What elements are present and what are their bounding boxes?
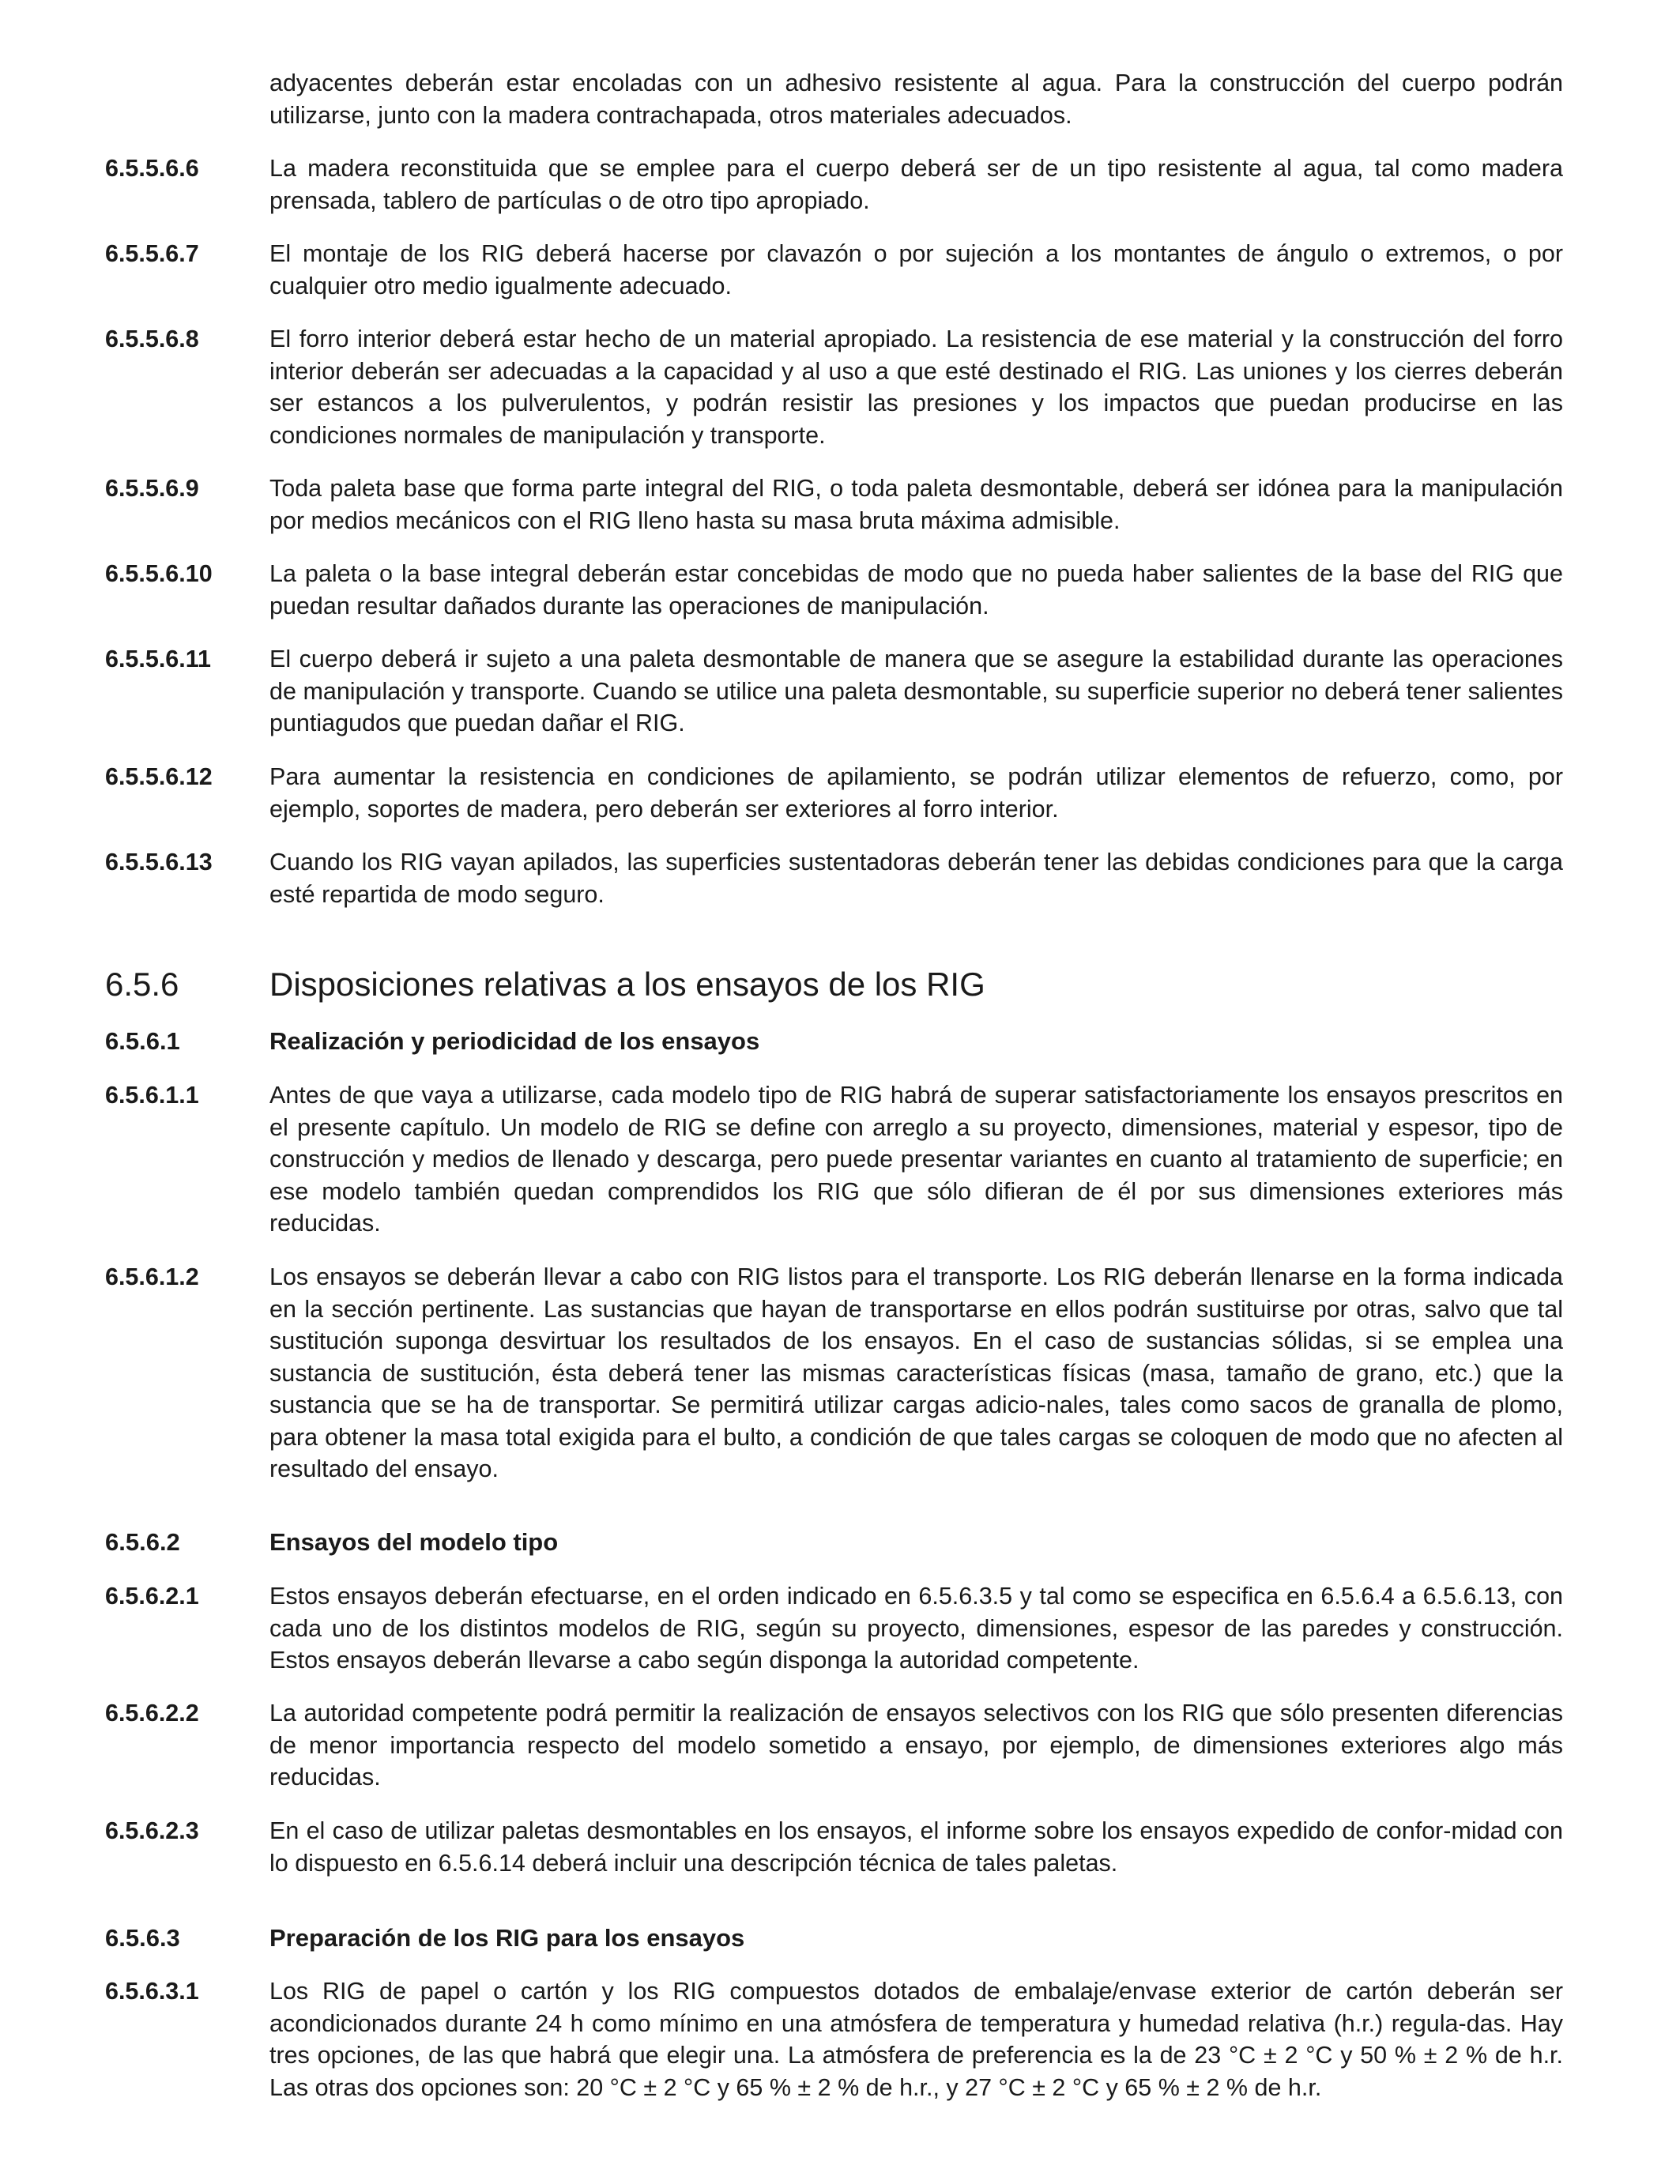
section-number: 6.5.6 <box>105 966 179 1003</box>
paragraph-text: Estos ensayos deberán efectuarse, en el orden indicado en 6.5.6.3.5 y tal como se especifica en 6.5.6.4 a 6.5.6.13, con cada uno de los distintos modelos de RIG, según su proyecto, dimensiones, espesor de las paredes y construcción. Estos ensayos deberán llevarse a cabo según disponga la autoridad competente. <box>269 1583 1563 1674</box>
paragraph-number: 6.5.6.2.2 <box>105 1700 199 1726</box>
paragraph-number: 6.5.5.6.8 <box>105 326 199 352</box>
subsection-title: Realización y periodicidad de los ensayos <box>269 1027 760 1055</box>
paragraph-text: Antes de que vaya a utilizarse, cada modelo tipo de RIG habrá de superar satisfactoriamente los ensayos prescritos en el presente capítulo. Un modelo de RIG se define con arreglo a su proyecto, dimensiones, material y espesor, tipo de construcción y medios de llenado y descarga, pero puede presentar variantes en cuanto al tratamiento de superficie; en ese modelo también quedan comprendidos los RIG que sólo difieran de él por sus dimensiones exteriores más reducidas. <box>269 1082 1563 1237</box>
paragraph-text: La paleta o la base integral deberán estar concebidas de modo que no pueda haber salientes de la base del RIG que puedan resultar dañados durante las operaciones de manipulación. <box>269 560 1563 619</box>
paragraph-number: 6.5.5.6.6 <box>105 155 199 182</box>
paragraph-text: Para aumentar la resistencia en condiciones de apilamiento, se podrán utilizar elementos de refuerzo, como, por ejemplo, soportes de madera, pero deberán ser exteriores al forro interior. <box>269 763 1563 823</box>
paragraph-number: 6.5.5.6.12 <box>105 763 213 790</box>
paragraph-text: Cuando los RIG vayan apilados, las superficies sustentadoras deberán tener las debidas condiciones para que la carga esté repartida de modo seguro. <box>269 849 1563 908</box>
paragraph-number: 6.5.5.6.13 <box>105 849 213 875</box>
paragraph-number: 6.5.6.1.2 <box>105 1263 199 1290</box>
paragraph-number: 6.5.6.3.1 <box>105 1978 199 2005</box>
paragraph-number: 6.5.5.6.10 <box>105 560 213 587</box>
subsection-title: Preparación de los RIG para los ensayos <box>269 1924 745 1952</box>
paragraph-number: 6.5.5.6.7 <box>105 240 199 267</box>
paragraph-number: 6.5.6.2.1 <box>105 1583 199 1610</box>
paragraph-number: 6.5.5.6.9 <box>105 475 199 502</box>
subsection-number: 6.5.6.1 <box>105 1027 180 1055</box>
paragraph-text: El forro interior deberá estar hecho de un material apropiado. La resistencia de ese material y la construcción del forro interior deberán ser adecuadas a la capacidad y al uso a que esté destinado el RIG. Las uniones y los cierres deberán ser estancos a los pulverulentos, y podrán resistir las presiones y los impactos que puedan producirse en las condiciones normales de manipulación y transporte. <box>269 326 1563 449</box>
paragraph-text: Los RIG de papel o cartón y los RIG compuestos dotados de embalaje/envase exterior de cartón deberán ser acondicionados durante 24 h como mínimo en una atmósfera de temperatura y humedad relativa (h.r.) regula-das. Hay tres opciones, de las que habrá que elegir una. La atmósfera de preferencia es la de 23 °C ± 2 °C y 50 % ± 2 % de h.r. Las otras dos opciones son: 20 °C ± 2 °C y 65 % ± 2 % de h.r., y 27 °C ± 2 °C y 65 % ± 2 % de h.r. <box>269 1978 1563 2101</box>
subsection-number: 6.5.6.2 <box>105 1528 180 1556</box>
paragraph-text: El cuerpo deberá ir sujeto a una paleta desmontable de manera que se asegure la estabilidad durante las operaciones de manipulación y transporte. Cuando se utilice una paleta desmontable, su superficie superior no deberá tener salientes puntiagudos que puedan dañar el RIG. <box>269 646 1563 736</box>
subsection-number: 6.5.6.3 <box>105 1924 180 1952</box>
subsection-title: Ensayos del modelo tipo <box>269 1528 559 1556</box>
paragraph-number: 6.5.6.1.1 <box>105 1082 199 1109</box>
paragraph-number: 6.5.6.2.3 <box>105 1817 199 1844</box>
paragraph-text: adyacentes deberán estar encoladas con un adhesivo resistente al agua. Para la construcción del cuerpo podrán utilizarse, junto con la madera contrachapada, otros materiales adecuados. <box>269 70 1563 129</box>
paragraph-number: 6.5.5.6.11 <box>105 646 211 672</box>
paragraph-text: Los ensayos se deberán llevar a cabo con RIG listos para el transporte. Los RIG deberán llenarse en la forma indicada en la sección pertinente. Las sustancias que hayan de transportarse en ellos podrán sustituirse por otras, salvo que tal sustitución suponga desvirtuar los resultados de los ensayos. En el caso de sustancias sólidas, si se emplea una sustancia de sustitución, ésta deberá tener las mismas características físicas (masa, tamaño de grano, etc.) que la sustancia que se ha de transportar. Se permitirá utilizar cargas adicio-nales, tales como sacos de granalla de plomo, para obtener la masa total exigida para el bulto, a condición de que tales cargas se coloquen de modo que no afecten al resultado del ensayo. <box>269 1263 1563 1482</box>
paragraph-text: El montaje de los RIG deberá hacerse por clavazón o por sujeción a los montantes de ángulo o extremos, o por cualquier otro medio igualmente adecuado. <box>269 240 1563 299</box>
paragraph-text: La madera reconstituida que se emplee para el cuerpo deberá ser de un tipo resistente al agua, tal como madera prensada, tablero de partículas o de otro tipo apropiado. <box>269 155 1563 214</box>
section-title: Disposiciones relativas a los ensayos de los RIG <box>269 966 985 1003</box>
paragraph-text: La autoridad competente podrá permitir la realización de ensayos selectivos con los RIG que sólo presenten diferencias de menor importancia respecto del modelo sometido a ensayo, por ejemplo, de dimensiones exteriores algo más reducidas. <box>269 1700 1563 1791</box>
paragraph-text: Toda paleta base que forma parte integral del RIG, o toda paleta desmontable, deberá ser idónea para la manipulación por medios mecánicos con el RIG lleno hasta su masa bruta máxima admisible. <box>269 475 1563 534</box>
paragraph-text: En el caso de utilizar paletas desmontables en los ensayos, el informe sobre los ensayos expedido de confor-midad con lo dispuesto en 6.5.6.14 deberá incluir una descripción técnica de tales paletas. <box>269 1817 1563 1877</box>
